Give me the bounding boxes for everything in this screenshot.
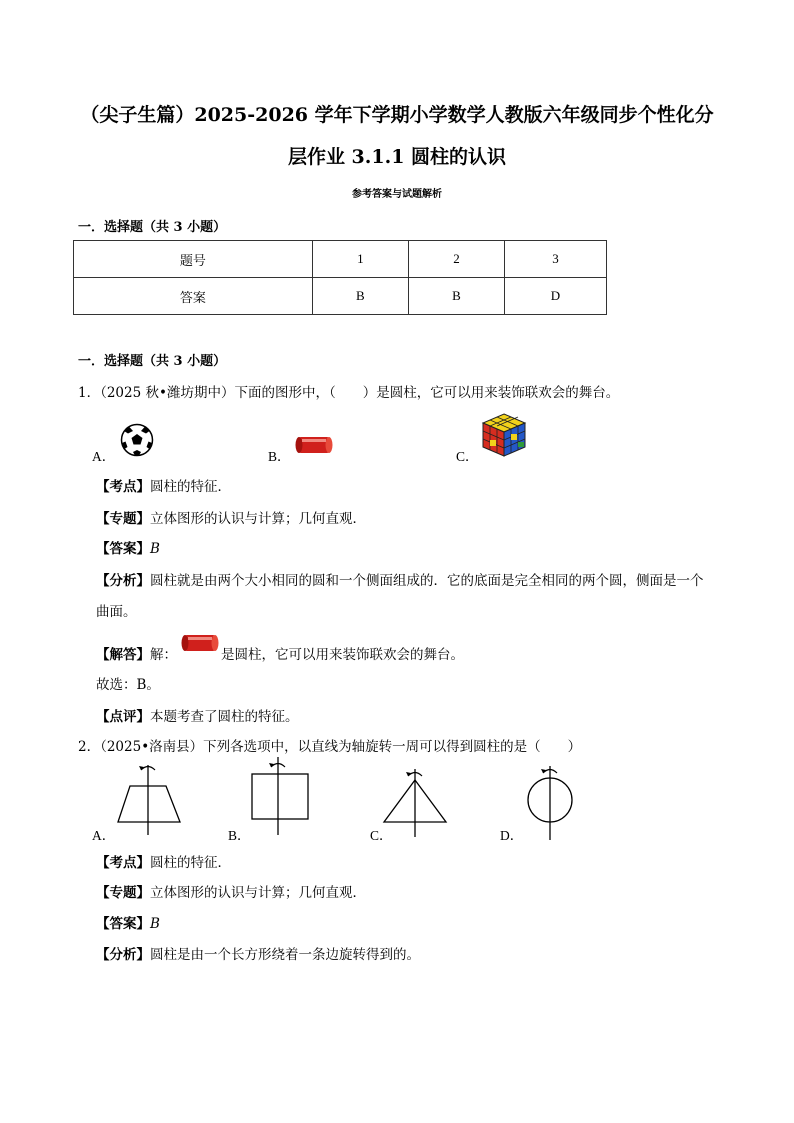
text-value: 是圆柱，它可以用来装饰联欢会的舞台。 (221, 647, 464, 663)
section-heading: 一．选择题（共 3 小题） (78, 354, 227, 369)
q1-option-a-label: A． (92, 449, 116, 464)
q2-kaodian (96, 851, 231, 871)
label-tag: 【分析】 (96, 573, 150, 589)
rectangle-axis-figure (250, 757, 310, 835)
q1-daan (96, 537, 160, 557)
trapezoid-axis-figure (118, 757, 182, 835)
label-tag: 【解答】 (96, 647, 150, 663)
red-cylinder-icon (294, 434, 334, 456)
answer-value: B (150, 916, 160, 932)
q1-option-c-label: C． (456, 449, 479, 464)
q2-zhuanti (96, 881, 366, 901)
text-value: 本题考查了圆柱的特征。 (150, 709, 299, 725)
table-row (74, 241, 607, 278)
q1-guxuan: 故选：B。 (96, 677, 160, 693)
table-row (74, 278, 607, 315)
q2-option-a-label: A． (92, 828, 116, 843)
q1-option-b-label: B． (268, 449, 291, 464)
table-cell: B (408, 278, 504, 315)
q1-dianping (96, 705, 299, 725)
table-cell: D (505, 278, 607, 315)
text-value: 圆柱就是由两个大小相同的圆和一个侧面组成的．它的底面是完全相同的两个圆，侧面是一个 (150, 573, 704, 589)
text-value: 圆柱的特征． (150, 855, 231, 871)
q1-fenxi-line1 (96, 569, 704, 589)
q1-kaodian (96, 475, 231, 495)
label-tag: 【答案】 (96, 916, 150, 932)
q2-option-c-label: C． (370, 828, 393, 843)
table-cell: 题号 (74, 241, 313, 278)
q1-zhuanti (96, 507, 366, 527)
table-cell: 3 (505, 241, 607, 278)
table-cell: 答案 (74, 278, 313, 315)
red-cylinder-icon (180, 632, 220, 654)
question-1-stem: 1．（2025 秋•潍坊期中）下面的图形中，（ ）是圆柱，它可以用来装饰联欢会的舞台。 (78, 385, 620, 401)
table-cell: B (312, 278, 408, 315)
q2-option-d-label: D． (500, 828, 524, 843)
doc-title-line1: （尖子生篇）2025-2026 学年下学期小学数学人教版六年级同步个性化分 (80, 104, 714, 126)
answer-table (73, 240, 607, 315)
question-2-stem: 2．（2025•洛南县）下列各选项中，以直线为轴旋转一周可以得到圆柱的是（ ） (78, 739, 582, 755)
label-tag: 【考点】 (96, 855, 150, 871)
answer-value: B (150, 541, 160, 557)
q1-jieda (96, 643, 464, 663)
q2-fenxi (96, 943, 420, 963)
label-tag: 【专题】 (96, 511, 150, 527)
table-cell: 1 (312, 241, 408, 278)
doc-subtitle: 参考答案与试题解析 (352, 189, 442, 200)
label-tag: 【考点】 (96, 479, 150, 495)
q2-daan (96, 912, 160, 932)
circle-axis-figure (524, 762, 576, 840)
label-tag: 【分析】 (96, 947, 150, 963)
text-value: 立体图形的认识与计算；几何直观． (150, 885, 366, 901)
soccer-ball-icon (120, 423, 154, 457)
text-value: 圆柱的特征． (150, 479, 231, 495)
label-tag: 【答案】 (96, 541, 150, 557)
label-tag: 【专题】 (96, 885, 150, 901)
section-heading: 一．选择题（共 3 小题） (78, 220, 227, 235)
table-cell: 2 (408, 241, 504, 278)
q2-option-b-label: B． (228, 828, 251, 843)
q1-fenxi-line2: 曲面。 (96, 604, 137, 620)
text-value: 解： (150, 647, 177, 663)
text-value: 立体图形的认识与计算；几何直观． (150, 511, 366, 527)
label-tag: 【点评】 (96, 709, 150, 725)
text-value: 圆柱是由一个长方形绕着一条边旋转得到的。 (150, 947, 420, 963)
doc-title-line2: 层作业 3.1.1 圆柱的认识 (287, 146, 507, 168)
rubiks-cube-icon (481, 412, 527, 458)
